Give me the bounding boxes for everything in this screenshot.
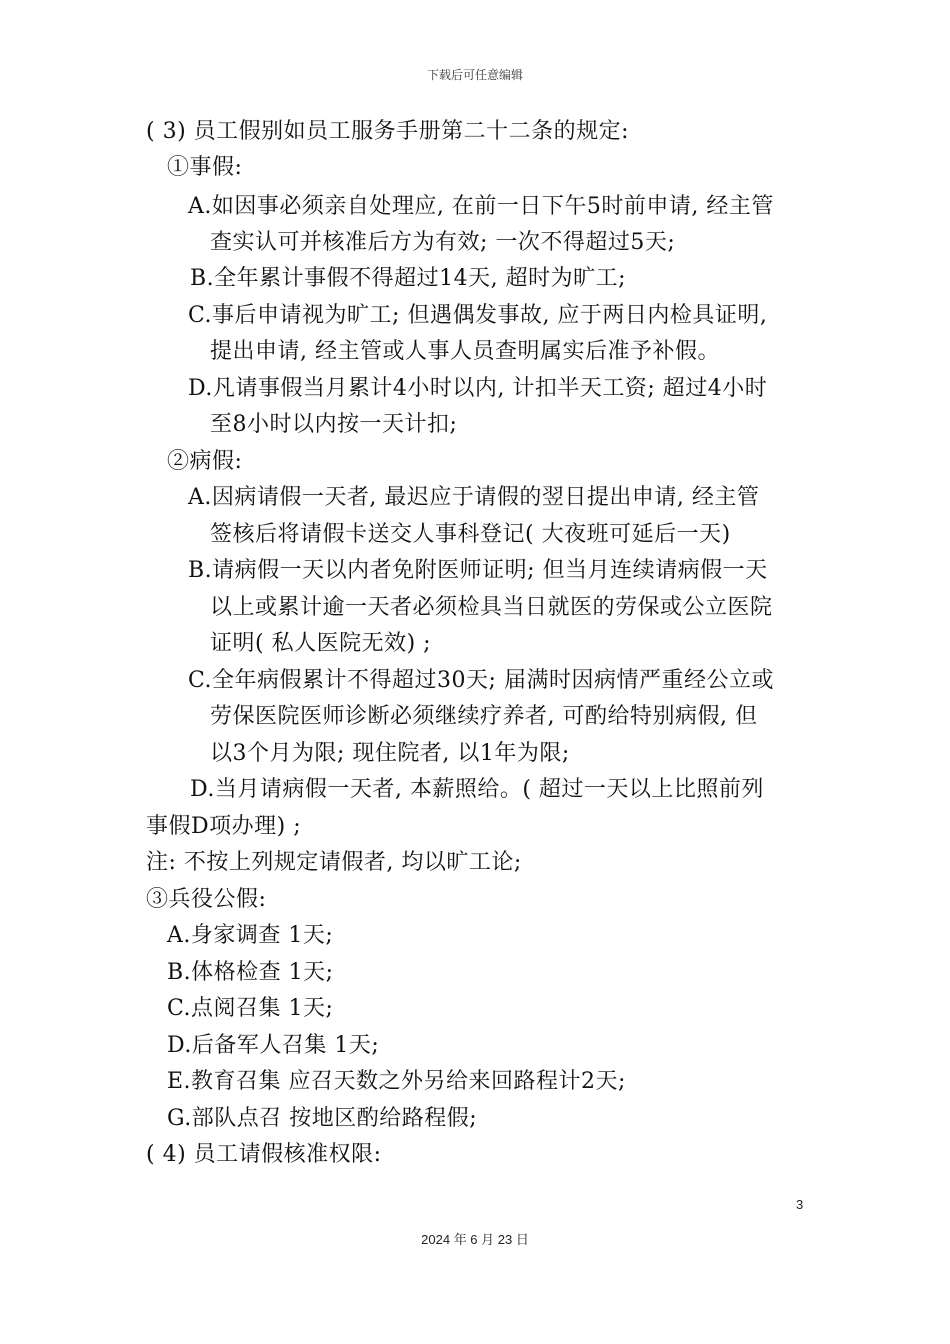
section-3-heading: ( 3) 员工假别如员工服务手册第二十二条的规定: (146, 119, 630, 144)
section-4-heading: ( 4) 员工请假核准权限: (146, 1142, 382, 1167)
personal-leave-item-d-cont: 至8小时以内按一天计扣; (210, 412, 458, 437)
subsection-military-leave: ③兵役公假: (146, 887, 267, 912)
page-number: 3 (796, 1197, 804, 1212)
personal-leave-item-c: C.事后申请视为旷工; 但遇偶发事故, 应于两日内检具证明, (188, 303, 768, 328)
sick-leave-item-c-cont1: 劳保医院医师诊断必须继续疗养者, 可酌给特别病假, 但 (210, 704, 758, 729)
personal-leave-item-a: A.如因事必须亲自处理应, 在前一日下午5时前申请, 经主管 (188, 194, 774, 219)
subsection-sick-leave: ②病假: (167, 449, 243, 474)
military-leave-item-g: G.部队点召 按地区酌给路程假; (167, 1106, 478, 1131)
military-leave-item-c: C.点阅召集 1天; (167, 996, 334, 1021)
sick-leave-item-b-cont1: 以上或累计逾一天者必须检具当日就医的劳保或公立医院 (210, 595, 773, 620)
personal-leave-item-d: D.凡请事假当月累计4小时以内, 计扣半天工资; 超过4小时 (188, 376, 768, 401)
military-leave-item-b: B.体格检查 1天; (167, 960, 334, 985)
sick-leave-item-d: D.当月请病假一天者, 本薪照给。( 超过一天以上比照前列 (190, 777, 764, 802)
sick-leave-item-a: A.因病请假一天者, 最迟应于请假的翌日提出申请, 经主管 (188, 485, 760, 510)
sick-leave-item-c: C.全年病假累计不得超过30天; 届满时因病情严重经公立或 (188, 668, 774, 693)
subsection-personal-leave: ①事假: (167, 155, 243, 180)
sick-leave-item-b: B.请病假一天以内者免附医师证明; 但当月连续请病假一天 (188, 558, 768, 583)
military-leave-item-d: D.后备军人召集 1天; (167, 1033, 380, 1058)
sick-leave-item-b-cont2: 证明( 私人医院无效) ; (210, 631, 432, 656)
personal-leave-item-c-cont: 提出申请, 经主管或人事人员查明属实后准予补假。 (210, 339, 720, 364)
page-footer-date: 2024 年 6 月 23 日 (421, 1232, 529, 1247)
note-line: 注: 不按上列规定请假者, 均以旷工论; (146, 850, 522, 875)
personal-leave-item-b: B.全年累计事假不得超过14天, 超时为旷工; (190, 266, 627, 291)
sick-leave-item-d-cont: 事假D项办理) ; (146, 814, 302, 839)
military-leave-item-e: E.教育召集 应召天数之外另给来回路程计2天; (167, 1069, 626, 1094)
military-leave-item-a: A.身家调查 1天; (167, 923, 334, 948)
sick-leave-item-a-cont: 签核后将请假卡送交人事科登记( 大夜班可延后一天) (210, 522, 731, 547)
sick-leave-item-c-cont2: 以3个月为限; 现住院者, 以1年为限; (210, 741, 570, 766)
page-header: 下载后可任意编辑 (426, 68, 523, 82)
personal-leave-item-a-cont: 查实认可并核准后方为有效; 一次不得超过5天; (210, 230, 676, 255)
